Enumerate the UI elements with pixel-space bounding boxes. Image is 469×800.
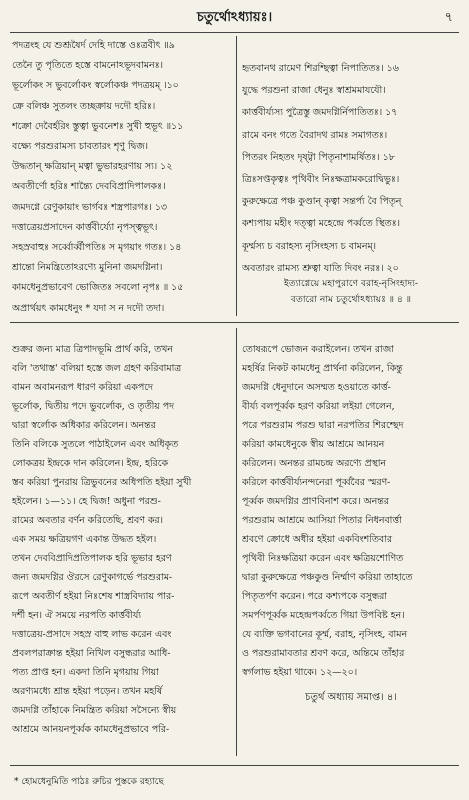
prose-line: প্রবলপরাক্রান্ত হইয়া নিখিল বসুন্ধরার আধি- <box>12 648 171 659</box>
section-divider <box>10 322 459 323</box>
verse-line: রামে বনং গতে বৈরাদথ রামঃ সমাগতঃ। <box>242 129 388 141</box>
prose-line: করিয়া কামধেনুকে স্বীয় আশ্রমে আনয়ন <box>242 439 385 450</box>
verse-line: কূর্ম্মস্য চ বরাহস্য নৃসিংহস্য চ বামনম্‌। <box>242 240 377 252</box>
chapter-title: চতুর্থোঽধ্যায়ঃ। <box>196 10 273 25</box>
prose-line: লোকত্রয় ইন্দ্রকে দান করিলেন। ইন্দ্র, হরিকে <box>12 458 169 469</box>
prose-line: জমদগ্নি ধেনুদানে অসম্মত হওয়াতে কার্ত্ত- <box>242 382 391 393</box>
prose-line: করিলে কার্ত্তবীর্য্যনন্দনেরা পূর্ব্ববৈর স্মরণ- <box>242 477 391 488</box>
prose-line: শ্রবণে ক্রোধে অধীর হইয়া একবিংশতিবার <box>242 534 393 545</box>
prose-line: জন্য জমদগ্নির ঔরসে রেণুকাগর্ভে পরশুরাম- <box>12 572 173 583</box>
page-number: ৭ <box>444 10 453 25</box>
prose-line: দত্তাত্রেয়-প্রসাদে সহস্র বাহু লাভ করেন এবং <box>12 629 172 640</box>
bengali-translation-right <box>242 340 460 707</box>
top-column-divider <box>236 36 237 316</box>
prose-line: পরশুরাম আশ্রমে আসিয়া পিতার নিধনবার্ত্তা <box>242 515 402 526</box>
prose-line: বলি 'তথাস্ত' বলিয়া হস্তে জল গ্রহণ করিবামাত্র <box>12 363 182 374</box>
verse-line: সহস্রবাহুঃ সর্ব্বোর্ব্বীপতিঃ স মৃগয়াং গতঃ। ১৪ <box>12 242 182 254</box>
bengali-translation-left <box>12 340 232 739</box>
verse-line: অপ্রার্থয়ৎ কামধেনুং * যদা স ন দদৌ তদা। <box>12 302 165 314</box>
verse-line: দত্তাত্রেয়প্রসাদেন কার্ত্তবীর্য্যো নৃপস্ত্বভূৎ। <box>12 221 158 233</box>
verse-line: ত্রিঃসপ্তকৃত্বঃ পৃথিবীং নিঃক্ষত্রামকরোদ্বিভুঃ। <box>242 174 400 186</box>
prose-line: করিলেন। অনন্তর রামচন্দ্র অরণ্যে প্রস্থান <box>242 458 387 469</box>
prose-line: অরণ্যমধ্যে শ্রান্ত হইয়া পড়েন। তখন মহর্ষি <box>12 686 163 697</box>
verse-line: অবতারং রামস্য শ্রুত্বা যাতি দিবং নরঃ। ২০ <box>242 262 399 274</box>
prose-line: স্তব করিয়া পুনরায় ত্রিভুবনের অধিপতি হইয়া সুখী <box>12 477 192 488</box>
page-header <box>0 6 469 28</box>
verse-line: অবতীর্ণো হরিঃ শান্ত্যৈ দেববিপ্রাদিপালকঃ। <box>12 181 166 193</box>
verse-line: কুরুক্ষেত্রে পঞ্চ কুণ্ডান্‌ কৃত্বা সন্তর্প্য বৈ পিতৃন্‌ <box>242 196 402 208</box>
prose-line: হইলেন। ১—১১। হে দ্বিজ! অধুনা পরশু- <box>12 496 161 507</box>
verse-line: কামধেনুপ্রভাবেণ ভোজিতঃ সবলো নৃপঃ ॥ ১৫ <box>12 282 184 294</box>
prose-line: আশ্রমে আনয়নপূর্ব্বক কামধেনুপ্রভাবে পরি- <box>12 724 170 735</box>
verse-line: জমদগ্নে রেণুকায়াং ভার্গবঃ শস্ত্রপারগঃ। ১৩ <box>12 201 167 213</box>
prose-line: ও পরশুরামাবতার শ্রবণ করে, অন্তিমে তাঁহার <box>242 648 405 659</box>
prose-line: দর্শী হন। ঐ সময়ে নরপতি কার্ত্তবীর্য্য <box>12 610 141 621</box>
prose-line: জমদগ্নি তাঁহাকে নিমন্ত্রিত করিয়া সসৈন্যে স্বীয় <box>12 705 177 716</box>
sanskrit-verses-right <box>242 58 460 280</box>
colophon-line: বতারো নাম চতুর্থোঽধ্যায়ঃ ॥ ৪ ॥ <box>290 294 412 305</box>
prose-line: পত্য প্রাপ্ত হন। একদা তিনি মৃগয়ায় গিয়া <box>12 667 159 678</box>
prose-line: রূপে অবতীর্ণ হইয়া নিঃশেষ শাস্ত্রবিদ্যায় পার- <box>12 591 175 602</box>
prose-line: পিতৃতর্পণ করেন। পরে কশ্যপকে বসুন্ধরা <box>242 591 388 602</box>
colophon-line: ইত্যাগ্নেয়ে মহাপুরাণে বরাহ-নৃসিংহাদ্য- <box>284 278 418 289</box>
prose-line: পরে পরশুরাম পরশু দ্বারা নরপতির শিরশ্ছেদ <box>242 420 404 431</box>
verse-line: কার্ত্তবীর্য্যস্য পুত্রৈস্তু জমদগ্নির্নিপাতিতঃ। ১৭ <box>242 107 398 119</box>
verse-line: বক্ষ্যে পরশুরামস্য চাবতারং শৃণু দ্বিজ। <box>12 141 148 153</box>
verse-line: পদত্রংহ যে শুশ্রূষৈর্দ দেহি দাস্তে ওঃত্রবীৎ ॥৯ <box>12 40 175 51</box>
prose-line: শুক্রর জন্য মাত্র ত্রিপাদভূমি প্রার্থ করি, তখন <box>12 344 173 355</box>
verse-line: ভূর্লোকং স ভুবর্লোকং স্বর্লোকঞ্চ পদত্রয়ম্‌ ।১০ <box>12 80 179 92</box>
prose-line: বামন অবামনরূপ ধারণ করিয়া একপদে <box>12 382 153 393</box>
prose-line: পৃথিবী নিঃক্ষত্রিয়া করেন এবং ক্ষত্রিয়শোণিত <box>242 553 404 564</box>
prose-line: পূর্ব্বক জমদগ্নির প্রাণবিনাশ করে। অনন্তর <box>242 496 389 507</box>
bottom-column-divider <box>236 328 237 756</box>
prose-line: রামের অবতার বর্ণন করিতেছি, শ্রবণ কর। <box>12 515 163 526</box>
chapter-end-note: চতুর্থ অধ্যায় সমাপ্ত। ৪। <box>305 692 397 703</box>
verse-line: শ্রান্তো নিমন্ত্রিতোঽরণ্যে মুনিনা জমদগ্নিনা। <box>12 262 163 274</box>
prose-line: দ্বারা কুরুক্ষেত্রে পঞ্চকুণ্ড নির্ম্মাণ করিয়া তাহাতে <box>242 572 413 583</box>
prose-line: ভূর্লোক, দ্বিতীয় পদে ভুবর্লোক, ও তৃতীয় পদ <box>12 401 175 412</box>
prose-line: দ্বারা স্বর্লোক অধিকার করিলেন। অনন্তর <box>12 420 156 431</box>
prose-line: সমর্পণপূর্ব্বক মহেন্দ্রপর্ব্বতে গিয়া উপবিষ্ট হন। <box>242 610 405 621</box>
prose-line: তিনি বলিকে সুতলে পাঠাইলেন এবং অধিকৃত <box>12 439 179 450</box>
prose-line: স্বর্গলাভ হইয়া থাকে। ১২—২০। <box>242 667 358 678</box>
prose-line: তখন দেববিপ্রাদিপ্রতিপালক হরি ভূভার হরণ <box>12 553 172 564</box>
footnote-rule <box>10 765 459 766</box>
sanskrit-verses-left <box>12 36 232 319</box>
prose-line: মহর্ষির নিকট কামধেনু প্রার্থনা করিলেন, কিন্তু <box>242 363 403 374</box>
header-rule <box>10 32 459 33</box>
verse-line: হৃতবানথ রামেণ শিরশ্ছিত্বা নিপাতিতঃ। ১৬ <box>242 63 399 74</box>
verse-line: শক্রো দেবৈর্হরিং স্তুত্বা ভুবনেশঃ সুখী হুভূৎ ॥১১ <box>12 120 184 132</box>
verse-line: যুদ্ধে পরশুনা রাজা ধেনুঃ স্বাশ্রমমাযযৌ। <box>242 85 386 97</box>
prose-line: বীর্য্য বলপূর্ব্বক হরণ করিয়া লইয়া গেলেন, <box>242 401 395 412</box>
verse-line: কশ্যপায় মহীং দত্ত্বা মহেন্দ্রে পর্ব্বতে স্থিতঃ। <box>242 218 400 230</box>
chapter-colophon <box>242 276 460 308</box>
footnote: * হোমধেনুমিতি পাঠঃ রুচির পুস্তকে রহ্যাছে <box>14 777 164 787</box>
prose-line: তোষরূপে ভোজন করাইলেন। তখন রাজা <box>242 344 394 355</box>
prose-line: এক সময় ক্ষত্রিয়গণ একান্ত উদ্ধত হইল। <box>12 534 157 545</box>
verse-line: তেনৈ তু পৃতিতে হস্তে বামনোঽভূদবামনঃ। <box>12 60 163 72</box>
verse-line: ক্রে বলিঞ্চ সুতলং তচ্ছক্রায় দদৌ হরিঃ। <box>12 100 156 112</box>
prose-line: যে ব্যক্তি ভগবানের কূর্ম্ম, বরাহ, নৃসিংহ, বামন <box>242 629 408 640</box>
verse-line: উদ্ধতান্‌ ক্ষত্রিয়ান্‌ মত্বা ভুভারহরণায় স্য। ১২ <box>12 161 173 173</box>
verse-line: পিতরং নিহতং দৃষ্ট্বা পিতৃনাশামর্ষিতঃ। ১৮ <box>242 151 395 163</box>
